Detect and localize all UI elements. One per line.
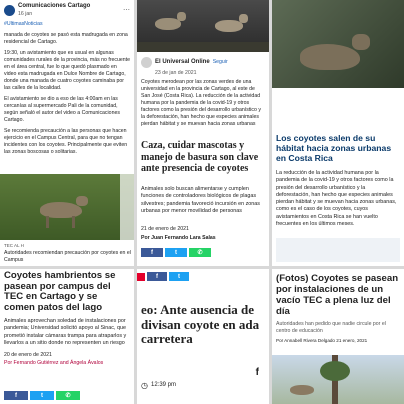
twitter-share-button[interactable] [165,248,187,257]
post-para-3: El avistamiento se dio a eso de las 4:00am en las cercanías al supermercado Pali de la comunidad, según señaló el autor del video a Comunicaciones Cartago. [4,95,120,123]
article-body: La reducción de la actividad humana por la pandemia de la covid-19 y otros factores como la presión del desarrollo urbanístico y la deforestación, han hecho que especies animales pierdan hábitat y se muevan hacia zonas urbanas, como es el caso de los coyotes, cuyos avistamientos en Costa Rica se han vuelto frecuentes en los últimos meses. [276,170,397,228]
facebook-share-button[interactable] [147,272,167,281]
facebook-icon: f [151,249,153,256]
post-time: 12:39 pm [150,381,177,388]
twitter-icon: t [175,249,177,256]
post-para-1: manada de coyotes se pasó esta madrugada en zona residencial de Cartago. [4,31,128,45]
panel-progreso-paraiso [272,0,404,266]
whatsapp-icon: ✆ [197,250,203,256]
post-header [0,0,134,21]
share-bar [147,272,189,281]
panel-el-universal [137,0,269,266]
article-date: 21 enero, 2021 [336,338,368,344]
twitter-share-button[interactable] [169,272,189,281]
panel-comunicaciones-cartago [0,0,134,266]
twitter-icon: t [178,273,180,280]
panel-tec-coyotes [0,269,134,404]
share-bar [4,391,80,400]
hashtag[interactable]: #UltimasNoticias [4,20,43,27]
article-byline[interactable]: Por Fernando Gutiérrez and Ángela Ávalos [4,360,104,367]
coyote-closeup-photo [272,0,404,88]
coyotes-night-photo [137,0,269,52]
post-para-4: Se recomienda precaución a las personas que hacen ejercicio en el Campus Central, para que no tengan incidentes con los coyotes. Principalmente que eviten las zonas boscosas o solitarias. [4,128,128,156]
twitter-share-button[interactable] [30,391,54,400]
post-date: 23 de jan de 2021 [155,70,197,77]
coyote-tree-photo [272,355,404,404]
article-byline[interactable]: Por Annabell Rivera Delgado [276,338,335,344]
time-row [141,381,176,390]
page-name[interactable]: Comunicaciones Cartago [18,3,91,9]
whatsapp-share-button[interactable] [189,248,211,257]
outlet-body: Coyotes merodean por las zonas verdes de una universidad en la provincia de Cartago, al este de San José (Costa Rica). La reducción de la actividad humana por la pandemia de la covid-19 y otros factores como la presión del desarrollo urbanístico y la deforestación, han hecho que especies animales pierdan hábitat y se muevan hacia zonas urbanas [141,79,261,128]
coyote-grass-photo [0,174,134,240]
article-caption: Autoridades han pedido que nadie circule por el centro de educación [276,321,386,335]
brand-mark [137,273,145,281]
facebook-share-button[interactable] [141,248,163,257]
ad-placeholder [276,238,400,262]
article-headline[interactable]: (Fotos) Coyotes se pasean por instalaciones de un vacío TEC a plena luz del día [276,273,399,318]
outlet-name[interactable]: El Universal Online [155,58,210,65]
article-date: 21 de enero de 2021 [141,226,189,232]
more-options-icon[interactable]: ⋯ [123,7,130,15]
article-summary: Animales aprovechan soledad de instalaciones por pandemia; Universidad solicitó apoyo al Sinac, que prometió instalar cámaras trampa para atraparlos y llevarlos a un sitio donde no representen un riesgo [4,317,127,346]
article-byline-row [272,337,404,345]
share-bar [141,248,211,257]
photo-caption: Autoridades recomiendan precaución por coyotes en el Campus [4,250,131,264]
article-headline[interactable]: eo: Ante ausencia de divisan coyote en ada carretera [141,302,260,347]
panel-road-coyote [137,269,269,404]
article-author[interactable]: Por Juan Fernando Lara Salas [141,235,216,241]
whatsapp-icon: ✆ [65,393,71,399]
facebook-icon: f [15,392,17,399]
clock-icon: ◷ [141,381,148,390]
outlet-row [137,55,269,70]
post-para-2: 19:30, un avistamiento que es usual en algunas comunidades rurales de la provincia, más no frecuente en el área central, fue lo que quedó plasmado en video esta madrugada en Dulce Nombre de Cartago, donde una manada de cuatro coyotes caminaba por las calles de la localidad. [4,49,131,91]
post-time[interactable]: 16 jan [18,10,33,17]
facebook-share-button[interactable] [4,391,28,400]
outlet-logo[interactable] [141,57,152,68]
panel-fotos-coyotes [272,269,404,404]
twitter-icon: t [41,392,43,399]
facebook-icon: f [156,273,158,280]
page-avatar[interactable] [4,5,15,16]
article-headline[interactable]: Coyotes hambrientos se pasean por campus del TEC en Cartago y se comen patos del lago [4,270,116,314]
article-headline[interactable]: Los coyotes salen de su hábitat hacia zonas urbanas en Costa Rica [276,133,392,163]
facebook-icon[interactable]: f [255,367,259,378]
article-headline[interactable]: Caza, cuidar mascotas y manejo de basura son clave ante presencia de coyotes [141,140,259,174]
follow-link[interactable]: Seguir [212,59,228,66]
photo-tag: TEC AL H [4,243,24,248]
article-date: 20 de enero de 2021 [4,352,52,359]
whatsapp-share-button[interactable] [56,391,80,400]
article-summary: Animales solo buscan alimentarse y cumplen funciones de controladores biológicos de plagas silvestres; pandemia favoreció incursión en zonas urbanas por menor movilidad de personas [141,186,260,214]
